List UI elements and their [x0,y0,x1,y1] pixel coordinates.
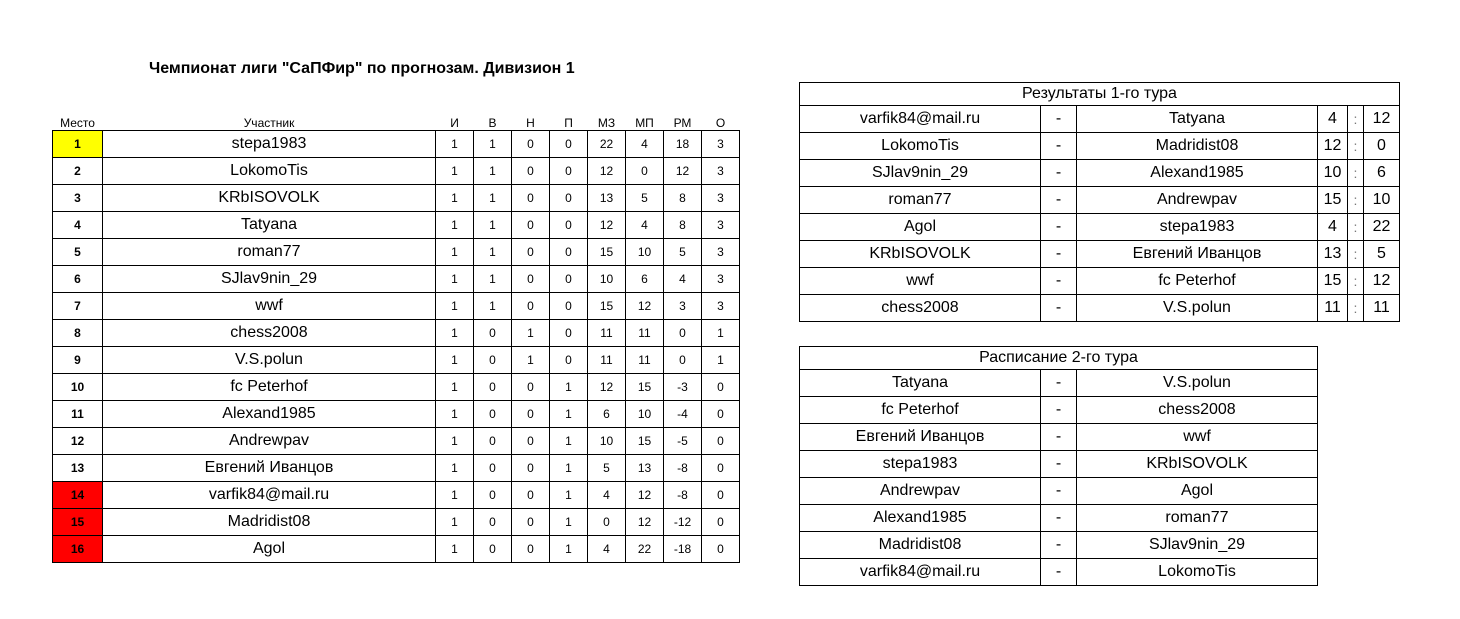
goals-against-cell: 12 [626,482,664,509]
goals-for-cell: 10 [588,428,626,455]
away-score-cell: 0 [1364,133,1400,160]
losses-cell: 0 [550,293,588,320]
away-team-cell: KRbISOVOLK [1077,451,1318,478]
goals-against-cell: 15 [626,428,664,455]
separator-cell: - [1041,451,1077,478]
header-place: Место [60,116,95,130]
games-cell: 1 [436,212,474,239]
home-team-cell: LokomoTis [800,133,1041,160]
points-cell: 3 [702,239,740,266]
participant-cell: roman77 [103,239,436,266]
goal-diff-cell: 12 [664,158,702,185]
away-team-cell: SJlav9nin_29 [1077,532,1318,559]
losses-cell: 0 [550,266,588,293]
draws-cell: 1 [512,320,550,347]
losses-cell: 1 [550,428,588,455]
standings-row [53,131,740,158]
header-goals-for: МЗ [597,116,616,130]
schedule-row [800,532,1318,559]
goals-for-cell: 22 [588,131,626,158]
standings-header-row [53,110,740,131]
result-row [800,187,1400,214]
games-cell: 1 [436,131,474,158]
points-cell: 0 [702,509,740,536]
wins-cell: 0 [474,428,512,455]
schedule-row [800,451,1318,478]
goals-for-cell: 11 [588,320,626,347]
home-score-cell: 11 [1318,295,1348,322]
home-team-cell: Alexand1985 [800,505,1041,532]
home-team-cell: Madridist08 [800,532,1041,559]
losses-cell: 1 [550,509,588,536]
goals-for-cell: 12 [588,374,626,401]
wins-cell: 0 [474,482,512,509]
home-team-cell: roman77 [800,187,1041,214]
schedule-caption-row [800,347,1318,370]
goals-against-cell: 5 [626,185,664,212]
goals-against-cell: 10 [626,239,664,266]
home-team-cell: SJlav9nin_29 [800,160,1041,187]
away-score-cell: 12 [1364,106,1400,133]
header-goals-against: МП [635,116,654,130]
separator-cell: - [1041,214,1077,241]
separator-cell: - [1041,241,1077,268]
participant-cell: varfik84@mail.ru [103,482,436,509]
goal-diff-cell: -18 [664,536,702,563]
games-cell: 1 [436,509,474,536]
page-title: Чемпионат лиги "СаПФир" по прогнозам. Дивизион 1 [149,60,575,77]
goal-diff-cell: -8 [664,482,702,509]
result-row [800,106,1400,133]
schedule-row [800,370,1318,397]
result-row [800,295,1400,322]
losses-cell: 0 [550,185,588,212]
away-team-cell: wwf [1077,424,1318,451]
wins-cell: 0 [474,320,512,347]
points-cell: 0 [702,428,740,455]
separator-cell: - [1041,268,1077,295]
home-team-cell: Andrewpav [800,478,1041,505]
separator-cell: - [1041,424,1077,451]
score-colon-cell: : [1348,241,1364,268]
score-colon-cell: : [1348,295,1364,322]
away-team-cell: Tatyana [1077,106,1318,133]
participant-cell: Tatyana [103,212,436,239]
standings-row [53,185,740,212]
result-row [800,241,1400,268]
goals-for-cell: 4 [588,536,626,563]
home-team-cell: Tatyana [800,370,1041,397]
home-score-cell: 13 [1318,241,1348,268]
goal-diff-cell: 0 [664,347,702,374]
participant-cell: Madridist08 [103,509,436,536]
points-cell: 1 [702,320,740,347]
draws-cell: 0 [512,428,550,455]
home-team-cell: varfik84@mail.ru [800,106,1041,133]
points-cell: 3 [702,266,740,293]
draws-cell: 0 [512,239,550,266]
home-score-cell: 4 [1318,106,1348,133]
goals-against-cell: 13 [626,455,664,482]
losses-cell: 1 [550,374,588,401]
separator-cell: - [1041,187,1077,214]
draws-cell: 0 [512,401,550,428]
place-cell: 2 [53,158,103,185]
away-team-cell: V.S.polun [1077,370,1318,397]
losses-cell: 1 [550,455,588,482]
header-draws: Н [526,116,535,130]
place-cell: 4 [53,212,103,239]
goals-against-cell: 12 [626,509,664,536]
participant-cell: V.S.polun [103,347,436,374]
points-cell: 3 [702,212,740,239]
schedule-row [800,505,1318,532]
games-cell: 1 [436,428,474,455]
away-team-cell: Alexand1985 [1077,160,1318,187]
wins-cell: 1 [474,131,512,158]
goal-diff-cell: -8 [664,455,702,482]
schedule-row [800,478,1318,505]
points-cell: 0 [702,401,740,428]
goals-against-cell: 6 [626,266,664,293]
away-team-cell: stepa1983 [1077,214,1318,241]
standings-row [53,374,740,401]
games-cell: 1 [436,185,474,212]
away-team-cell: roman77 [1077,505,1318,532]
goals-for-cell: 13 [588,185,626,212]
draws-cell: 0 [512,131,550,158]
draws-cell: 0 [512,158,550,185]
standings-row [53,428,740,455]
goals-against-cell: 11 [626,347,664,374]
goals-for-cell: 12 [588,212,626,239]
goals-for-cell: 4 [588,482,626,509]
home-score-cell: 12 [1318,133,1348,160]
games-cell: 1 [436,239,474,266]
header-goal-diff: РМ [673,116,692,130]
draws-cell: 0 [512,293,550,320]
wins-cell: 1 [474,266,512,293]
draws-cell: 0 [512,536,550,563]
score-colon-cell: : [1348,214,1364,241]
header-losses: П [564,116,573,130]
participant-cell: LokomoTis [103,158,436,185]
away-team-cell: chess2008 [1077,397,1318,424]
goals-against-cell: 11 [626,320,664,347]
participant-cell: fc Peterhof [103,374,436,401]
goal-diff-cell: -12 [664,509,702,536]
losses-cell: 0 [550,320,588,347]
losses-cell: 0 [550,131,588,158]
standings-row [53,158,740,185]
place-cell: 9 [53,347,103,374]
points-cell: 3 [702,131,740,158]
home-score-cell: 15 [1318,187,1348,214]
result-row [800,133,1400,160]
participant-cell: stepa1983 [103,131,436,158]
points-cell: 3 [702,185,740,212]
home-team-cell: Agol [800,214,1041,241]
goals-against-cell: 10 [626,401,664,428]
score-colon-cell: : [1348,133,1364,160]
wins-cell: 1 [474,158,512,185]
score-colon-cell: : [1348,106,1364,133]
standings-table [52,110,740,563]
separator-cell: - [1041,160,1077,187]
home-team-cell: KRbISOVOLK [800,241,1041,268]
home-team-cell: wwf [800,268,1041,295]
goals-for-cell: 0 [588,509,626,536]
points-cell: 0 [702,536,740,563]
draws-cell: 0 [512,266,550,293]
standings-row [53,509,740,536]
participant-cell: Евгений Иванцов [103,455,436,482]
games-cell: 1 [436,536,474,563]
goals-against-cell: 22 [626,536,664,563]
goal-diff-cell: 3 [664,293,702,320]
home-team-cell: Евгений Иванцов [800,424,1041,451]
goals-for-cell: 10 [588,266,626,293]
header-games: И [450,116,459,130]
games-cell: 1 [436,320,474,347]
participant-cell: Andrewpav [103,428,436,455]
away-team-cell: LokomoTis [1077,559,1318,586]
home-score-cell: 4 [1318,214,1348,241]
goal-diff-cell: 8 [664,185,702,212]
separator-cell: - [1041,505,1077,532]
goals-against-cell: 12 [626,293,664,320]
separator-cell: - [1041,133,1077,160]
games-cell: 1 [436,266,474,293]
participant-cell: Alexand1985 [103,401,436,428]
result-row [800,268,1400,295]
goal-diff-cell: -3 [664,374,702,401]
place-cell: 8 [53,320,103,347]
losses-cell: 0 [550,347,588,374]
goal-diff-cell: 8 [664,212,702,239]
goal-diff-cell: 18 [664,131,702,158]
goals-against-cell: 4 [626,131,664,158]
wins-cell: 1 [474,239,512,266]
separator-cell: - [1041,478,1077,505]
away-score-cell: 11 [1364,295,1400,322]
draws-cell: 0 [512,212,550,239]
away-team-cell: Andrewpav [1077,187,1318,214]
score-colon-cell: : [1348,160,1364,187]
participant-cell: chess2008 [103,320,436,347]
home-score-cell: 10 [1318,160,1348,187]
standings-row [53,212,740,239]
standings-row [53,536,740,563]
away-team-cell: Евгений Иванцов [1077,241,1318,268]
score-colon-cell: : [1348,268,1364,295]
draws-cell: 0 [512,185,550,212]
goals-for-cell: 15 [588,239,626,266]
schedule-row [800,559,1318,586]
games-cell: 1 [436,455,474,482]
draws-cell: 0 [512,455,550,482]
home-team-cell: stepa1983 [800,451,1041,478]
standings-row [53,482,740,509]
home-team-cell: fc Peterhof [800,397,1041,424]
away-score-cell: 6 [1364,160,1400,187]
wins-cell: 0 [474,509,512,536]
losses-cell: 1 [550,401,588,428]
points-cell: 3 [702,293,740,320]
draws-cell: 0 [512,374,550,401]
standings-row [53,266,740,293]
goals-for-cell: 5 [588,455,626,482]
header-points: О [715,116,726,130]
wins-cell: 1 [474,212,512,239]
home-team-cell: varfik84@mail.ru [800,559,1041,586]
goals-for-cell: 12 [588,158,626,185]
games-cell: 1 [436,347,474,374]
away-score-cell: 22 [1364,214,1400,241]
games-cell: 1 [436,482,474,509]
standings-row [53,239,740,266]
place-cell: 15 [53,509,103,536]
place-cell: 1 [53,131,103,158]
schedule-row [800,424,1318,451]
losses-cell: 0 [550,158,588,185]
place-cell: 13 [53,455,103,482]
points-cell: 0 [702,482,740,509]
goals-for-cell: 6 [588,401,626,428]
losses-cell: 0 [550,239,588,266]
score-colon-cell: : [1348,187,1364,214]
goals-against-cell: 0 [626,158,664,185]
place-cell: 7 [53,293,103,320]
place-cell: 3 [53,185,103,212]
draws-cell: 1 [512,347,550,374]
schedule-row [800,397,1318,424]
participant-cell: KRbISOVOLK [103,185,436,212]
goal-diff-cell: -4 [664,401,702,428]
separator-cell: - [1041,370,1077,397]
separator-cell: - [1041,559,1077,586]
participant-cell: SJlav9nin_29 [103,266,436,293]
wins-cell: 1 [474,185,512,212]
home-team-cell: chess2008 [800,295,1041,322]
standings-row [53,293,740,320]
wins-cell: 0 [474,401,512,428]
wins-cell: 0 [474,347,512,374]
points-cell: 0 [702,374,740,401]
separator-cell: - [1041,106,1077,133]
result-row [800,214,1400,241]
away-score-cell: 5 [1364,241,1400,268]
place-cell: 5 [53,239,103,266]
header-participant: Участник [243,116,295,130]
schedule-title: Расписание 2-го тура [800,347,1318,370]
home-score-cell: 15 [1318,268,1348,295]
goals-against-cell: 4 [626,212,664,239]
games-cell: 1 [436,158,474,185]
games-cell: 1 [436,374,474,401]
results-title: Результаты 1-го тура [800,83,1400,106]
draws-cell: 0 [512,482,550,509]
standings-row [53,320,740,347]
away-score-cell: 12 [1364,268,1400,295]
losses-cell: 1 [550,482,588,509]
participant-cell: Agol [103,536,436,563]
away-team-cell: fc Peterhof [1077,268,1318,295]
wins-cell: 0 [474,455,512,482]
wins-cell: 0 [474,374,512,401]
points-cell: 1 [702,347,740,374]
points-cell: 3 [702,158,740,185]
away-team-cell: Madridist08 [1077,133,1318,160]
place-cell: 12 [53,428,103,455]
place-cell: 16 [53,536,103,563]
place-cell: 14 [53,482,103,509]
points-cell: 0 [702,455,740,482]
standings-row [53,401,740,428]
separator-cell: - [1041,397,1077,424]
separator-cell: - [1041,295,1077,322]
losses-cell: 0 [550,212,588,239]
header-wins: В [488,116,497,130]
goals-against-cell: 15 [626,374,664,401]
standings-row [53,455,740,482]
wins-cell: 1 [474,293,512,320]
games-cell: 1 [436,401,474,428]
losses-cell: 1 [550,536,588,563]
separator-cell: - [1041,532,1077,559]
wins-cell: 0 [474,536,512,563]
away-score-cell: 10 [1364,187,1400,214]
place-cell: 11 [53,401,103,428]
results-table [799,82,1400,322]
goals-for-cell: 11 [588,347,626,374]
goal-diff-cell: 5 [664,239,702,266]
place-cell: 10 [53,374,103,401]
place-cell: 6 [53,266,103,293]
schedule-table [799,346,1318,586]
results-caption-row [800,83,1400,106]
away-team-cell: Agol [1077,478,1318,505]
goals-for-cell: 15 [588,293,626,320]
standings-row [53,347,740,374]
result-row [800,160,1400,187]
goal-diff-cell: 0 [664,320,702,347]
participant-cell: wwf [103,293,436,320]
games-cell: 1 [436,293,474,320]
goal-diff-cell: 4 [664,266,702,293]
away-team-cell: V.S.polun [1077,295,1318,322]
draws-cell: 0 [512,509,550,536]
goal-diff-cell: -5 [664,428,702,455]
